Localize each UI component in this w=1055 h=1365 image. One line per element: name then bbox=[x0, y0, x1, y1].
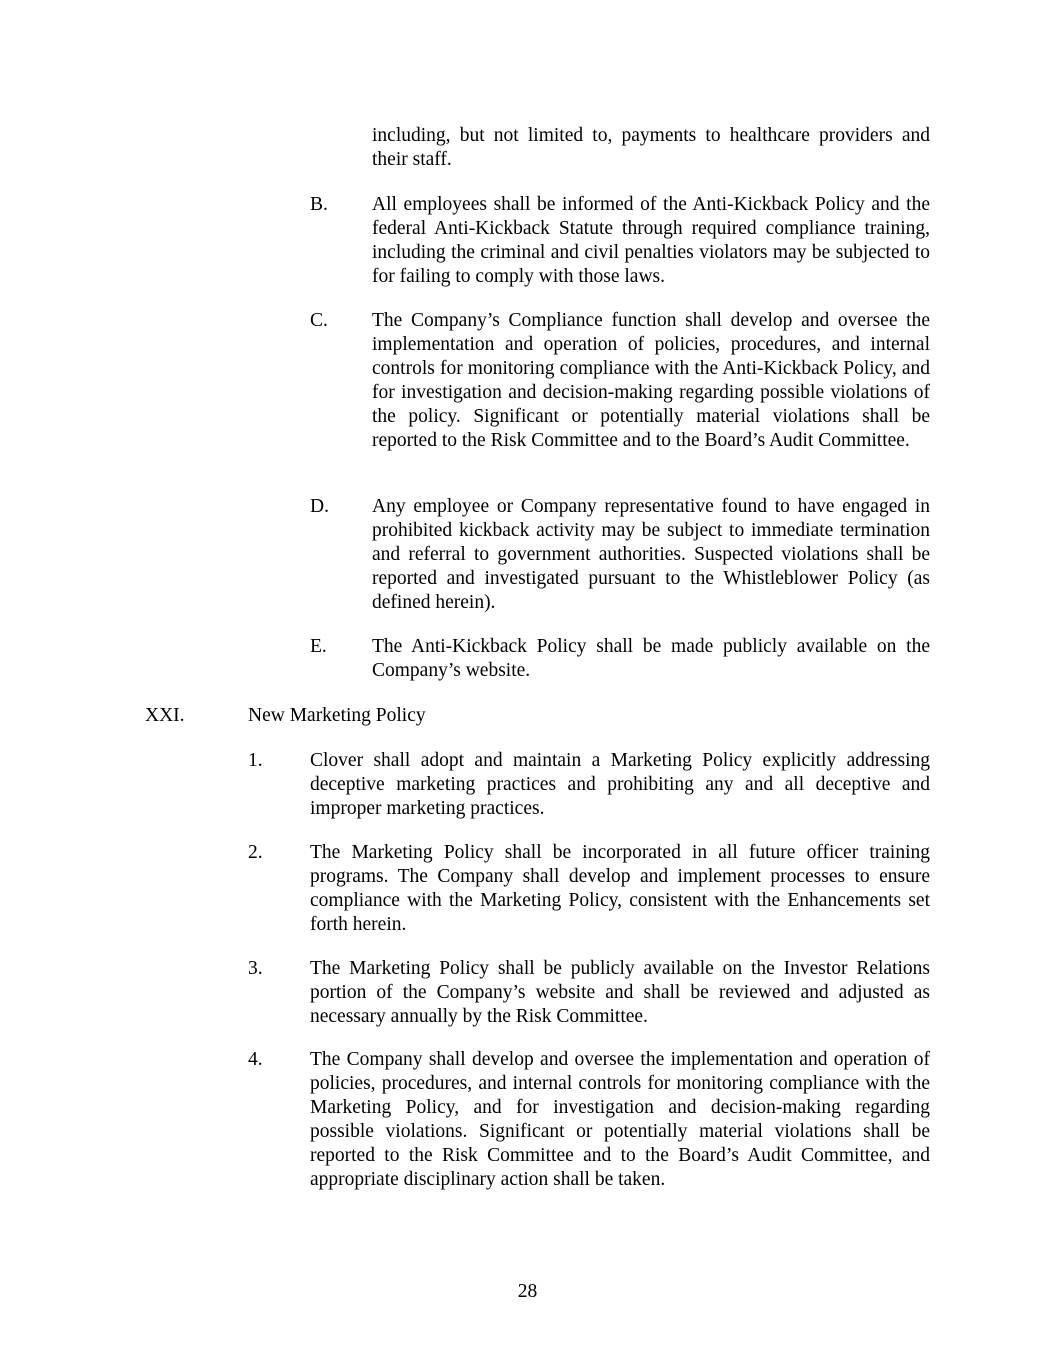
item-label-b: B. bbox=[310, 194, 328, 215]
item-text-e: The Anti-Kickback Policy shall be made publicly available on the Company’s website. bbox=[372, 636, 930, 681]
marketing-item-label-3: 3. bbox=[248, 958, 263, 979]
marketing-item-text-3: The Marketing Policy shall be publicly available on the Investor Relations portion of the Company’s website and shall be reviewed and adjusted as necessary annually by the Risk Committee. bbox=[310, 958, 930, 1027]
page-number: 28 bbox=[517, 1281, 538, 1302]
marketing-item-label-1: 1. bbox=[248, 750, 263, 771]
section-number: XXI. bbox=[145, 705, 185, 726]
marketing-item-text-2: The Marketing Policy shall be incorporated in all future officer training programs. The Company shall develop and implement processes to ensure compliance with the Marketing Policy, consistent with the Enhancements set forth herein. bbox=[310, 842, 930, 935]
item-label-c: C. bbox=[310, 310, 328, 331]
marketing-item-text-4: The Company shall develop and oversee the implementation and operation of policies, procedures, and internal controls for monitoring compliance with the Marketing Policy, and for investigation and decision-making regarding possible violations. Significant or potentially material violations shall be reported to the Risk Committee and to the Board’s Audit Committee, and appropriate disciplinary action shall be taken. bbox=[310, 1049, 930, 1190]
marketing-item-label-4: 4. bbox=[248, 1049, 263, 1070]
item-text-c: The Company’s Compliance function shall develop and oversee the implementation and operation of policies, procedures, and internal controls for monitoring compliance with the Anti-Kickback Policy, and for investigation and decision-making regarding possible violations of the policy. Significant or potentially material violations shall be reported to the Risk Committee and to the Board’s Audit Committee. bbox=[372, 310, 930, 451]
item-text-b: All employees shall be informed of the Anti-Kickback Policy and the federal Anti-Kickback Statute through required compliance training, including the criminal and civil penalties violators may be subjected to for failing to comply with those laws. bbox=[372, 194, 930, 287]
section-title: New Marketing Policy bbox=[248, 705, 426, 726]
continuation-paragraph: including, but not limited to, payments to healthcare providers and their staff. bbox=[372, 125, 930, 170]
item-label-e: E. bbox=[310, 636, 327, 657]
marketing-item-label-2: 2. bbox=[248, 842, 263, 863]
item-text-d: Any employee or Company representative found to have engaged in prohibited kickback activity may be subject to immediate termination and referral to government authorities. Suspected violations shall be reported and investigated pursuant to the Whistleblower Policy (as defined herein). bbox=[372, 496, 930, 613]
item-label-d: D. bbox=[310, 496, 329, 517]
marketing-item-text-1: Clover shall adopt and maintain a Marketing Policy explicitly addressing deceptive marketing practices and prohibiting any and all deceptive and improper marketing practices. bbox=[310, 750, 930, 819]
